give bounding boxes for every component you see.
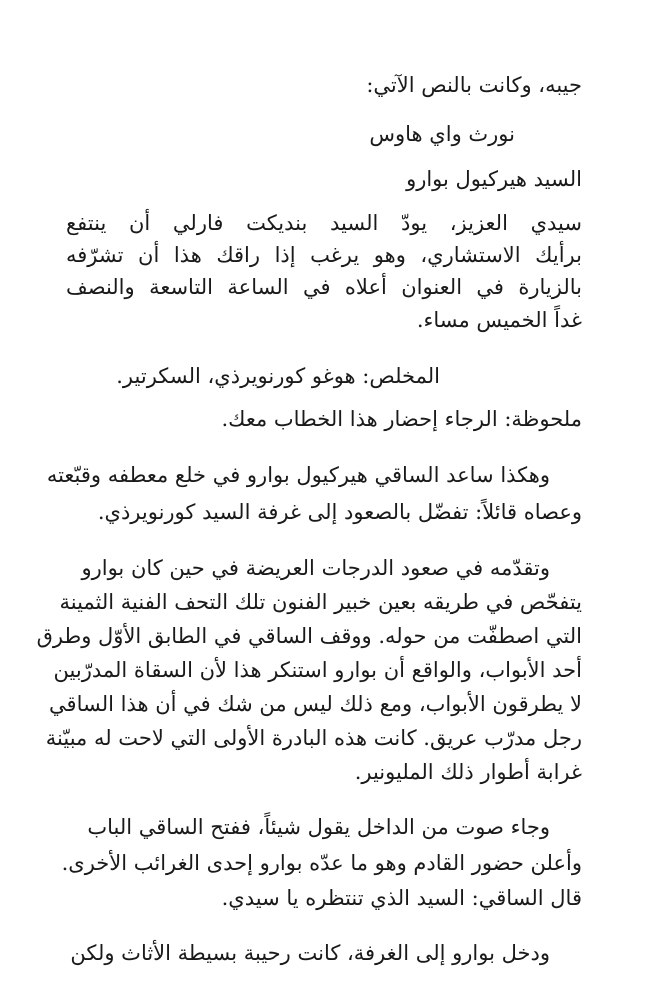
letter-note: ملحوظة: الرجاء إحضار هذا الخطاب معك. (221, 407, 582, 431)
paragraph-line: لا يطرقون الأبواب، ومع ذلك ليس من شك في أن هذا الساقي (49, 692, 582, 716)
paragraph-line: وتقدّمه في صعود الدرجات العريضة في حين كان بوارو (81, 556, 550, 580)
paragraph-line: وهكذا ساعد الساقي هيركيول بوارو في خلع معطفه وقبّعته (46, 463, 550, 487)
paragraph-line: وجاء صوت من الداخل يقول شيئاً، ففتح الساقي الباب (87, 815, 550, 839)
letter-body-line: سيدي العزيز، يودّ السيد بنديكت فارلي أن ينتفع (66, 211, 582, 235)
letter-body-line: غداً الخميس مساء. (416, 308, 582, 332)
paragraph-line: التي اصطفّت من حوله. ووقف الساقي في الطابق الأوّل وطرق (36, 624, 582, 648)
paragraph-line: وعصاه قائلاً: تفضّل بالصعود إلى غرفة السيد كورنويرذي. (97, 500, 582, 524)
paragraph-line: غرابة أطوار ذلك المليونير. (354, 760, 582, 784)
letter-intro: جيبه، وكانت بالنص الآتي: (366, 73, 582, 97)
letter-body-line: برأيك الاستشاري، وهو يرغب إذا راقك هذا أن تشرّفه (66, 243, 582, 267)
paragraph-line: أحد الأبواب، والواقع أن بوارو استنكر هذا لأن السقاة المدرّبين (53, 658, 582, 682)
paragraph-line: ودخل بوارو إلى الغرفة، كانت رحيبة بسيطة الأثاث ولكن (70, 941, 550, 965)
paragraph-line: قال الساقي: السيد الذي تنتظره يا سيدي. (221, 886, 582, 910)
letter-body-line: بالزيارة في العنوان أعلاه في الساعة التاسعة والنصف (66, 275, 582, 299)
letter-signature: المخلص: هوغو كورنويرذي، السكرتير. (116, 364, 440, 388)
paragraph-line: وأعلن حضور القادم وهو ما عدّه بوارو إحدى الغرائب الأخرى. (61, 851, 582, 875)
paragraph-line: رجل مدرّب عريق. كانت هذه البادرة الأولى التي لاحت له مبيّنة (45, 726, 582, 750)
paragraph-line: يتفحّص في طريقه بعين خبير الفنون تلك التحف الفنية الثمينة (59, 590, 582, 614)
letter-salutation-name: السيد هيركيول بوارو (406, 167, 582, 191)
letter-address: نورث واي هاوس (369, 122, 515, 146)
